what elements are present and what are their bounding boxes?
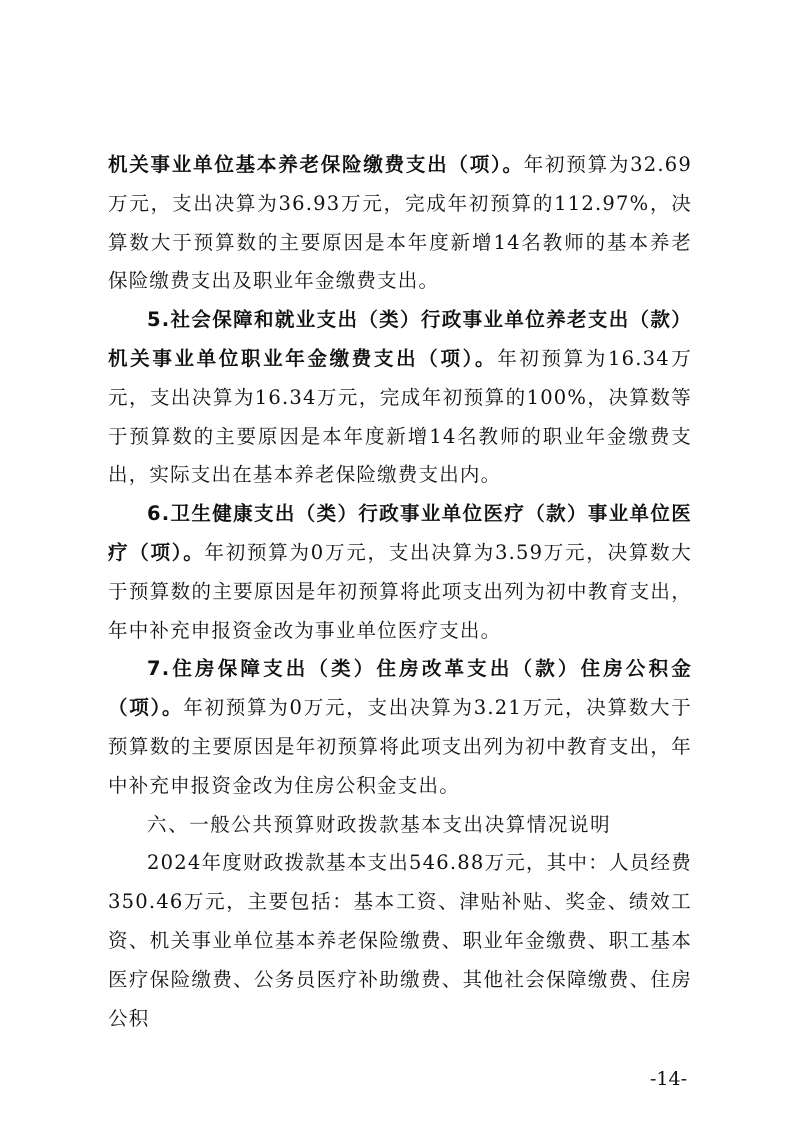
paragraph-housing-fund: [108, 650, 692, 805]
item-text: 年初预算为32.69万元，支出决算为36.93万元，完成年初预算的112.97%，决算数大于预算数的主要原因是本年度新增14名教师的基本养老保险缴费支出及职业年金缴费支出。: [108, 153, 692, 293]
item-title: 7.住房保障支出（类）住房改革支出（款）住房公积金（项）。: [108, 657, 692, 720]
document-body: [108, 146, 692, 1038]
section-heading: 六、一般公共预算财政拨款基本支出决算情况说明: [147, 812, 612, 836]
item-text: 年初预算为16.34万元，支出决算为16.34万元，完成年初预算的100%，决算数等于预算数的主要原因是本年度新增14名教师的职业年金缴费支出，实际支出在基本养老保险缴费支出内。: [108, 346, 692, 487]
page-number: -14-: [649, 1068, 687, 1090]
item-text: 年初预算为0万元，支出决算为3.21万元，决算数大于预算数的主要原因是年初预算将此项支出列为初中教育支出，年中补充申报资金改为住房公积金支出。: [108, 696, 692, 797]
item-title: 5.社会保障和就业支出（类）行政事业单位养老支出（款）机关事业单位职业年金缴费支出（项）。: [108, 308, 692, 370]
paragraph-pension-item: [108, 146, 692, 301]
item-title: 6.卫生健康支出（类）行政事业单位医疗（款）事业单位医疗（项）。: [108, 502, 692, 564]
paragraph-occupational-annuity: [108, 301, 692, 495]
section-body: 2024年度财政拨款基本支出546.88万元，其中：人员经费350.46万元，主要包括：基本工资、津贴补贴、奖金、绩效工资、机关事业单位基本养老保险缴费、职业年金缴费、职工基本医疗保险缴费、公务员医疗补助缴费、其他社会保障缴费、住房公积: [108, 851, 692, 1030]
item-title: 机关事业单位基本养老保险缴费支出（项）。: [108, 153, 524, 176]
item-text: 年初预算为0万元，支出决算为3.59万元，决算数大于预算数的主要原因是年初预算将此项支出列为初中教育支出，年中补充申报资金改为事业单位医疗支出。: [108, 540, 692, 642]
paragraph-medical: [108, 495, 692, 650]
